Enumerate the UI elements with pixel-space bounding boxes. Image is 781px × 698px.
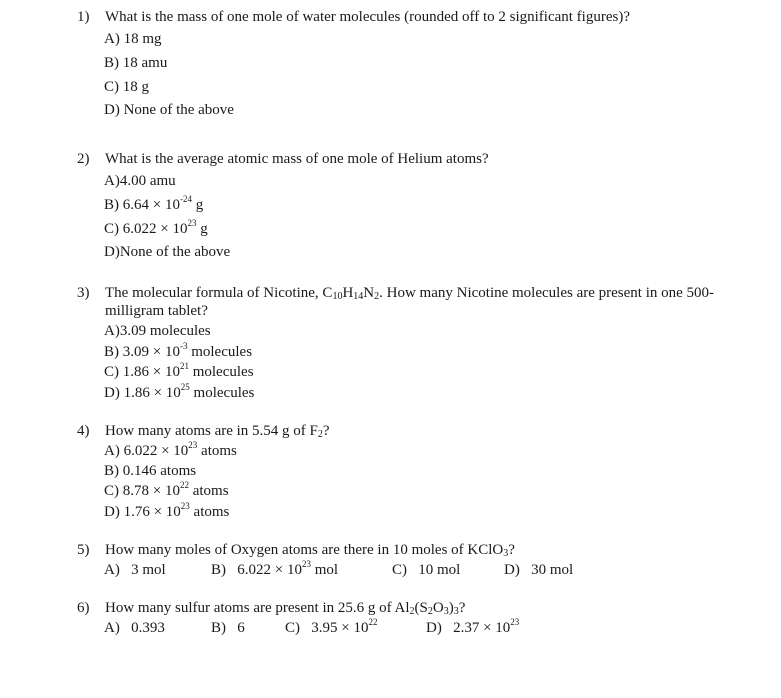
question-text: What is the mass of one mole of water molecules (rounded off to 2 significant figures)? [105,9,630,25]
option-d: D) 30 mol [504,562,574,578]
option-b: B) 6 [211,620,245,636]
option-d: D) None of the above [104,102,234,118]
option-d: D) $1.86 \times 10^{25}$ molecules [104,382,255,401]
option-d: D)None of the above [104,244,231,260]
option-c: C) 18 g [104,79,149,95]
option-a: A) 3 mol [104,562,166,578]
option-c: C) $6.022 \times 10^{23}$ g [104,218,208,237]
question-text: How many atoms are in 5.54 g of $F_2$? [105,423,330,440]
question-number: 1) [77,9,90,25]
option-b: B) $6.022 \times 10^{23}$ mol [211,559,339,578]
option-b: B) $3.09 \times 10^{-3}$ molecules [104,341,253,360]
question-text: How many moles of Oxygen atoms are there in 10 moles of KClO$_3$? [105,542,515,559]
option-d: D) $1.76 \times 10^{23}$ atoms [104,501,230,520]
question-number: 3) [77,285,90,301]
option-c: C) $3.95 \times 10^{22}$ [285,617,378,636]
question-text: The molecular formula of Nicotine, $C_{10}H_{14}N_2$. How many Nicotine molecules are present in one 500-milligram tablet? [105,285,715,319]
question-number: 4) [77,423,90,439]
option-c: C) $1.86 \times 10^{21}$ molecules [104,361,254,380]
option-a: A) 18 mg [104,31,162,47]
option-c: C) $8.78 \times 10^{22}$ atoms [104,480,229,499]
option-a: A)4.00 amu [104,173,176,189]
question-number: 6) [77,600,90,616]
option-d: D) $2.37 \times 10^{23}$ [426,617,520,636]
option-b: B) 0.146 atoms [104,463,197,479]
question-text: What is the average atomic mass of one mole of Helium atoms? [105,151,489,167]
option-b: B) $6.64 \times 10^{-24}$ g [104,194,204,213]
option-a: A) $6.022 \times 10^{23}$ atoms [104,440,237,459]
option-a: A) 0.393 [104,620,165,636]
question-text: How many sulfur atoms are present in 25.6 g of $Al_2(S_2O_3)_3$? [105,600,466,617]
option-b: B) 18 amu [104,55,168,71]
question-number: 2) [77,151,90,167]
option-a: A)3.09 molecules [104,323,211,339]
question-number: 5) [77,542,90,558]
option-c: C) 10 mol [392,562,461,578]
